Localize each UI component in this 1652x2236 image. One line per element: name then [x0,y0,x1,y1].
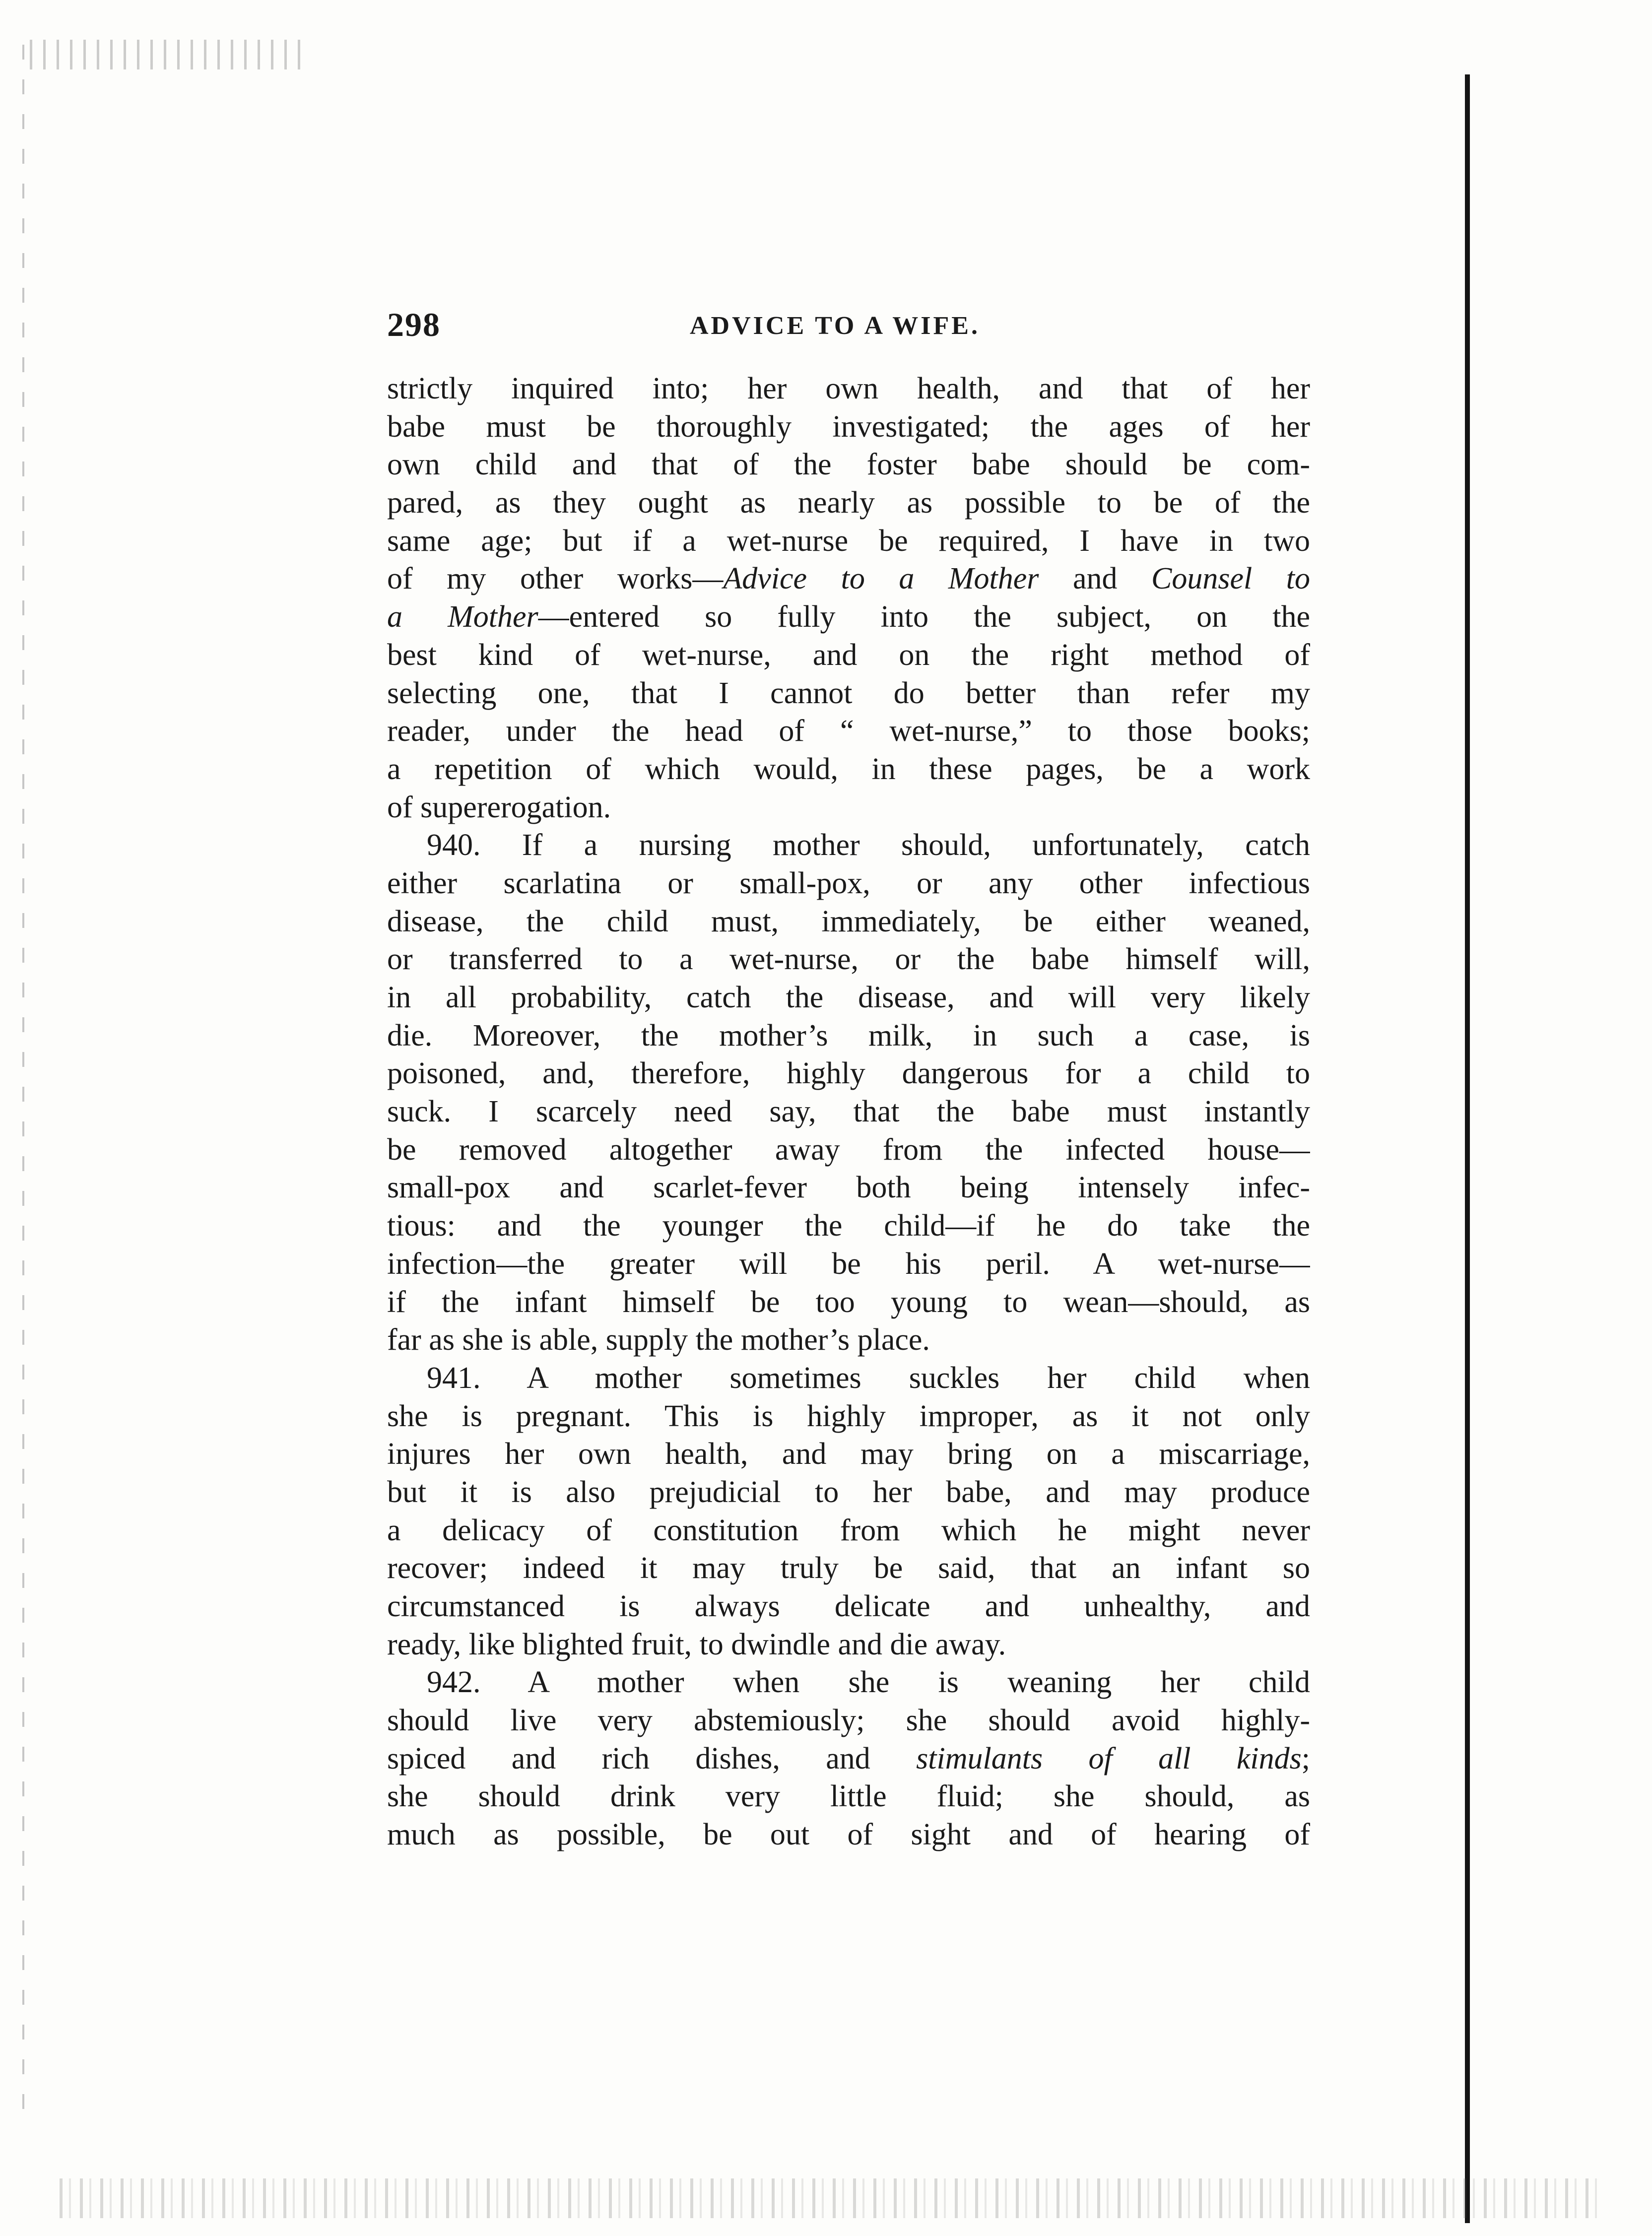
scan-edge-left [22,45,24,2129]
text-line: of my other works—Advice to a Mother and Counsel to [387,562,1310,596]
text-line: she should drink very little fluid; she should, as [387,1779,1310,1814]
text-line: recover; indeed it may truly be said, that an infant so [387,1551,1310,1585]
text-line: should live very abstemiously; she should avoid highly- [387,1704,1310,1738]
text-line: but it is also prejudicial to her babe, and may produce [387,1475,1310,1509]
text-line: 941. A mother sometimes suckles her child when [427,1361,1310,1395]
text-line: reader, under the head of “ wet-nurse,” to those books; [387,714,1310,748]
text-line: strictly inquired into; her own health, and that of her [387,372,1310,405]
text-line: small-pox and scarlet-fever both being intensely infec- [387,1171,1310,1205]
text-line: be removed altogether away from the infected house— [387,1132,1310,1167]
text-line: or transferred to a wet-nurse, or the babe himself will, [387,942,1310,977]
text-line: a Mother—entered so fully into the subject, on the [387,600,1310,634]
text-line: ready, like blighted fruit, to dwindle and die away. [387,1627,1006,1661]
running-header [387,305,1305,355]
scan-edge-right [1465,74,1470,2223]
text-line: in all probability, catch the disease, and will very likely [387,981,1310,1014]
running-title: ADVICE TO A WIFE. [690,312,980,340]
text-line: die. Moreover, the mother’s milk, in such a case, is [387,1018,1310,1052]
text-line: own child and that of the foster babe should be com- [387,448,1310,482]
scan-noise-bottom [60,2178,1598,2218]
text-line: of supererogation. [387,790,611,824]
text-line: circumstanced is always delicate and unhealthy, and [387,1589,1310,1623]
text-line: pared, as they ought as nearly as possible to be of the [387,486,1310,520]
text-line: same age; but if a wet-nurse be required, I have in two [387,524,1310,558]
body-text [387,370,1310,1854]
page-number: 298 [387,306,441,343]
text-line: either scarlatina or small-pox, or any other infectious [387,866,1310,900]
text-line: 942. A mother when she is weaning her child [427,1665,1310,1700]
text-line: suck. I scarcely need say, that the babe must instantly [387,1095,1310,1129]
text-line: best kind of wet-nurse, and on the right method of [387,638,1310,672]
text-line: if the infant himself be too young to wean—should, as [387,1285,1310,1319]
text-line: a repetition of which would, in these pages, be a work [387,752,1310,786]
text-line: far as she is able, supply the mother’s place. [387,1323,930,1357]
text-line: disease, the child must, immediately, be either weaned, [387,904,1310,938]
scan-noise-top [30,40,308,69]
text-line: spiced and rich dishes, and stimulants of all kinds; [387,1741,1310,1776]
text-line: she is pregnant. This is highly improper, as it not only [387,1399,1310,1433]
text-line: much as possible, be out of sight and of hearing of [387,1818,1310,1852]
text-line: poisoned, and, therefore, highly dangerous for a child to [387,1056,1310,1091]
text-line: tious: and the younger the child—if he do take the [387,1209,1310,1243]
text-line: a delicacy of constitution from which he might never [387,1513,1310,1547]
text-line: babe must be thoroughly investigated; the ages of her [387,409,1310,444]
text-line: injures her own health, and may bring on a miscarriage, [387,1437,1310,1471]
text-line: infection—the greater will be his peril. A wet-nurse— [387,1247,1310,1281]
text-line: selecting one, that I cannot do better than refer my [387,676,1310,710]
text-line: 940. If a nursing mother should, unfortunately, catch [427,828,1310,862]
